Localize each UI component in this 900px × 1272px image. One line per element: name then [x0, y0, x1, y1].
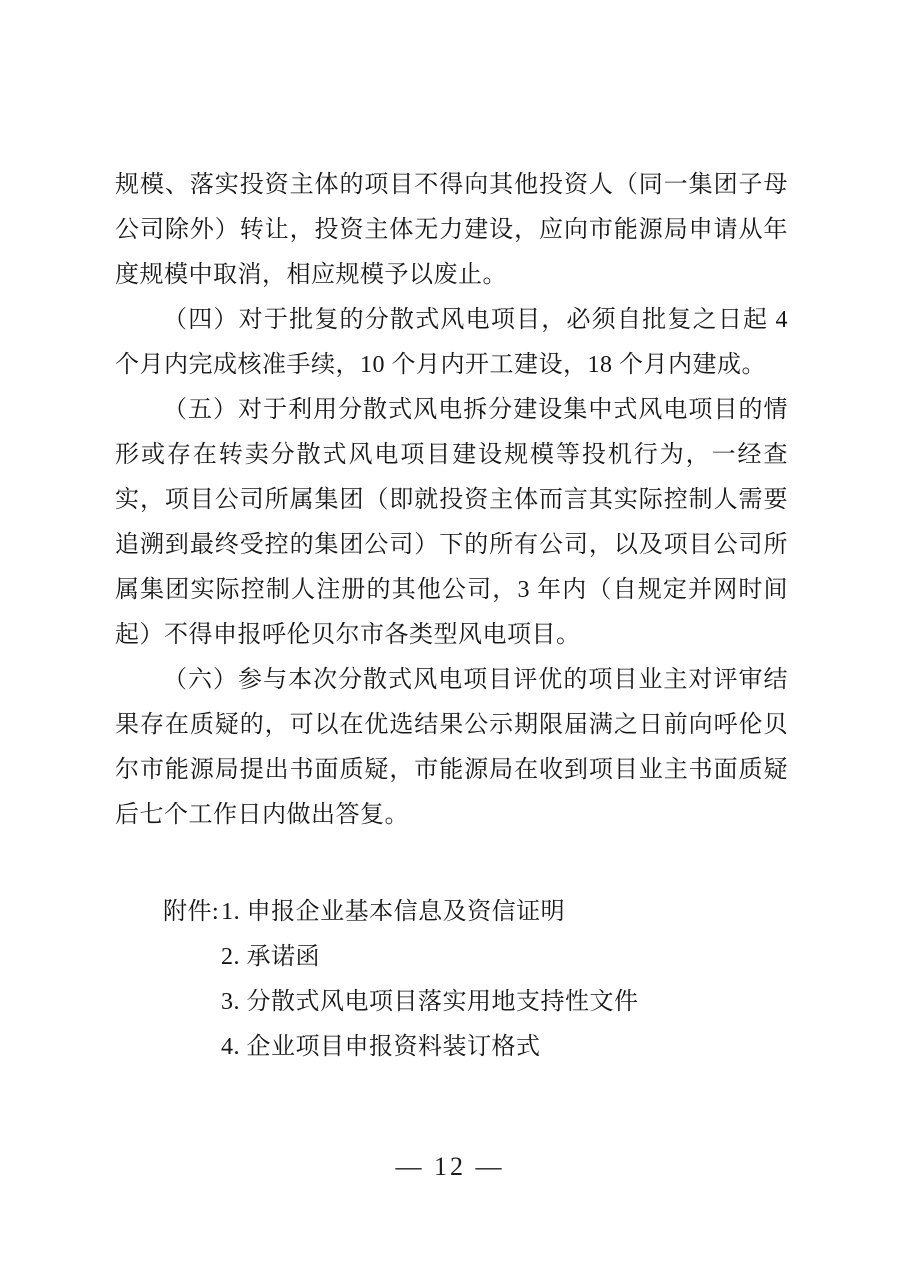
attachment-line — [163, 1025, 788, 1070]
body-paragraph-item-6: （六）参与本次分散式风电项目评优的项目业主对评审结果存在质疑的，可以在优选结果公示期限届满之日前向呼伦贝尔市能源局提出书面质疑，市能源局在收到项目业主书面质疑后七个工作日内做出答复。 — [115, 667, 788, 828]
attachments-block — [115, 890, 788, 1070]
body-paragraph-item-4: （四）对于批复的分散式风电项目，必须自批复之日起 4 个月内完成核准手续，10 个月内开工建设，18 个月内建成。 — [115, 307, 788, 378]
attachments-label: 附件: — [163, 899, 220, 925]
body-paragraph-item-5: （五）对于利用分散式风电拆分建设集中式风电项目的情形或存在转卖分散式风电项目建设规模等投机行为，一经查实，项目公司所属集团（即就投资主体而言其实际控制人需要追溯到最终受控的集团公司）下的所有公司，以及项目公司所属集团实际控制人注册的其他公司，3 年内（自规定并网时间起）不得申报呼伦贝尔市各类型风电项目。 — [115, 397, 788, 648]
attachment-item: 3. 分散式风电项目落实用地支持性文件 — [221, 989, 639, 1015]
attachment-line — [163, 980, 788, 1025]
attachment-item: 2. 承诺函 — [221, 944, 320, 970]
body-paragraph-continuation: 规模、落实投资主体的项目不得向其他投资人（同一集团子母公司除外）转让，投资主体无力建设，应向市能源局申请从年度规模中取消，相应规模予以废止。 — [115, 172, 788, 288]
attachment-line — [163, 890, 788, 935]
document-body — [115, 163, 788, 1070]
attachment-item: 4. 企业项目申报资料装订格式 — [221, 1034, 541, 1060]
attachment-item: 1. 申报企业基本信息及资信证明 — [221, 899, 566, 925]
page-number: — 12 — — [395, 1152, 505, 1181]
attachment-line — [163, 935, 788, 980]
